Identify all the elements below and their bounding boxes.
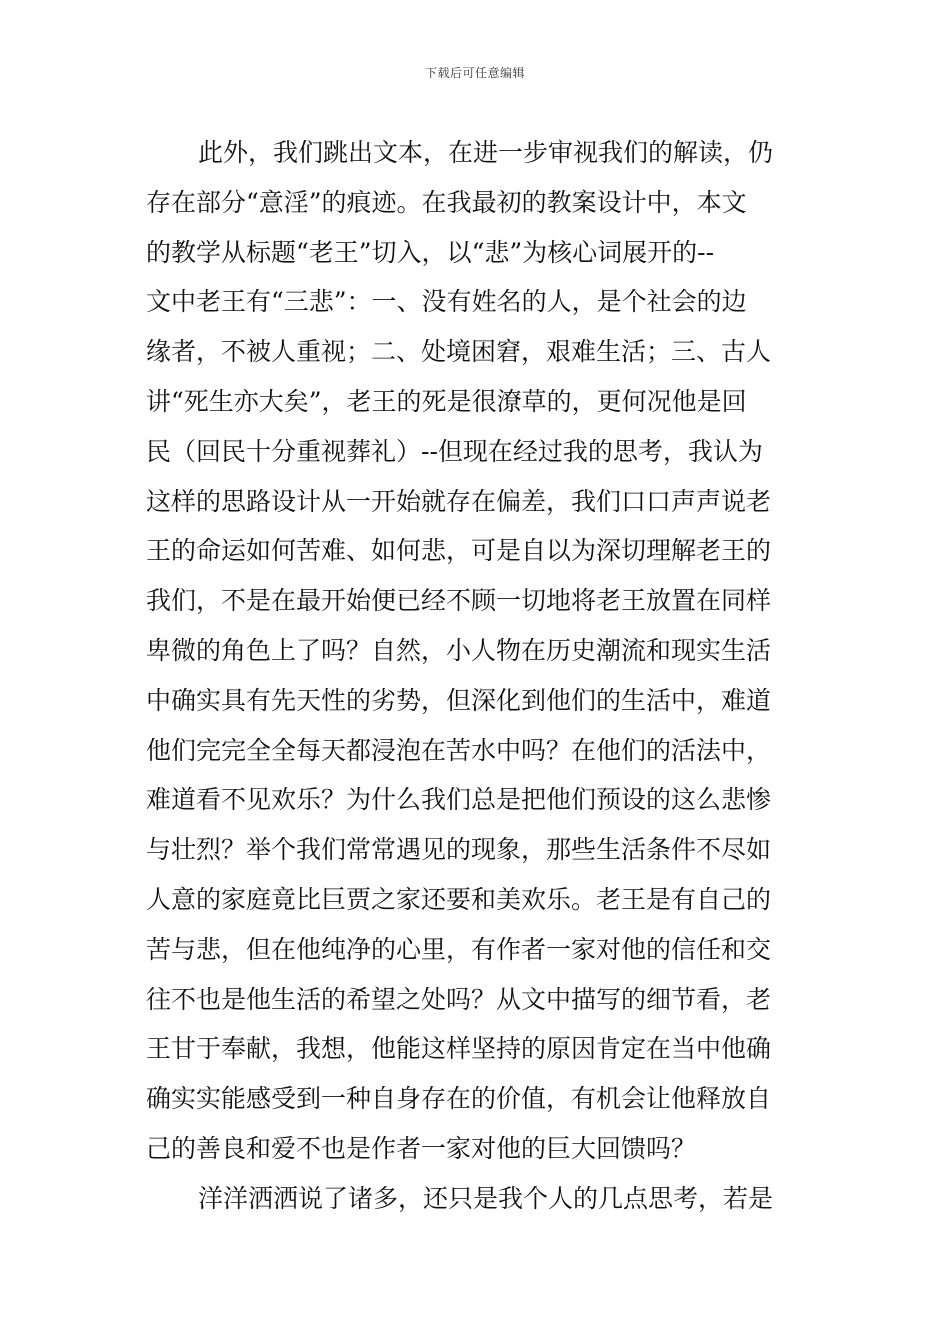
paragraph-1-line: 讲“死生亦大矣”，老王的死是很潦草的，更何况他是回 xyxy=(146,386,747,416)
paragraph-1-line: 确实实能感受到一种自身存在的价值，有机会让他释放自 xyxy=(146,1084,772,1114)
paragraph-1-line: 己的善良和爱不也是作者一家对他的巨大回馈吗？ xyxy=(146,1133,697,1163)
paragraph-2-line: 洋洋洒洒说了诸多，还只是我个人的几点思考，若是 xyxy=(198,1183,774,1213)
paragraph-1-line: 此外，我们跳出文本，在进一步审视我们的解读，仍 xyxy=(198,138,774,167)
paragraph-1-line: 缘者，不被人重视；二、处境困窘，艰难生活；三、古人 xyxy=(146,337,772,367)
paragraph-1-line: 苦与悲，但在他纯净的心里，有作者一家对他的信任和交 xyxy=(146,934,772,964)
paragraph-1-line: 文中老王有“三悲”：一、没有姓名的人，是个社会的边 xyxy=(146,287,747,317)
document-body xyxy=(146,128,812,1224)
paragraph-1-line: 与壮烈？举个我们常常遇见的现象，那些生活条件不尽如 xyxy=(146,835,772,865)
paragraph-1-line: 这样的思路设计从一开始就存在偏差，我们口口声声说老 xyxy=(146,486,772,516)
paragraph-1-line: 王的命运如何苦难、如何悲，可是自以为深切理解老王的 xyxy=(146,536,772,566)
paragraph-1-line: 的教学从标题“老王”切入，以“悲”为核心词展开的-- xyxy=(146,237,715,267)
paragraph-1-line: 卑微的角色上了吗？自然，小人物在历史潮流和现实生活 xyxy=(146,635,772,665)
page-header: 下载后可任意编辑 xyxy=(424,66,525,80)
paragraph-1-line: 我们，不是在最开始便已经不顾一切地将老王放置在同样 xyxy=(146,586,772,616)
paragraph-1-line: 他们完完全全每天都浸泡在苦水中吗？在他们的活法中， xyxy=(146,735,772,765)
paragraph-1-line: 民（回民十分重视葬礼）--但现在经过我的思考，我认为 xyxy=(146,436,763,466)
paragraph-1-line: 中确实具有先天性的劣势，但深化到他们的生活中，难道 xyxy=(146,685,772,715)
paragraph-1-line: 人意的家庭竟比巨贾之家还要和美欢乐。老王是有自己的 xyxy=(146,884,772,914)
paragraph-1-line: 难道看不见欢乐？为什么我们总是把他们预设的这么悲惨 xyxy=(146,785,772,815)
paragraph-1-line: 王甘于奉献，我想，他能这样坚持的原因肯定在当中他确 xyxy=(146,1034,772,1064)
paragraph-1-line: 往不也是他生活的希望之处吗？从文中描写的细节看，老 xyxy=(146,984,772,1014)
paragraph-1-line: 存在部分“意淫”的痕迹。在我最初的教案设计中，本文 xyxy=(146,187,747,217)
